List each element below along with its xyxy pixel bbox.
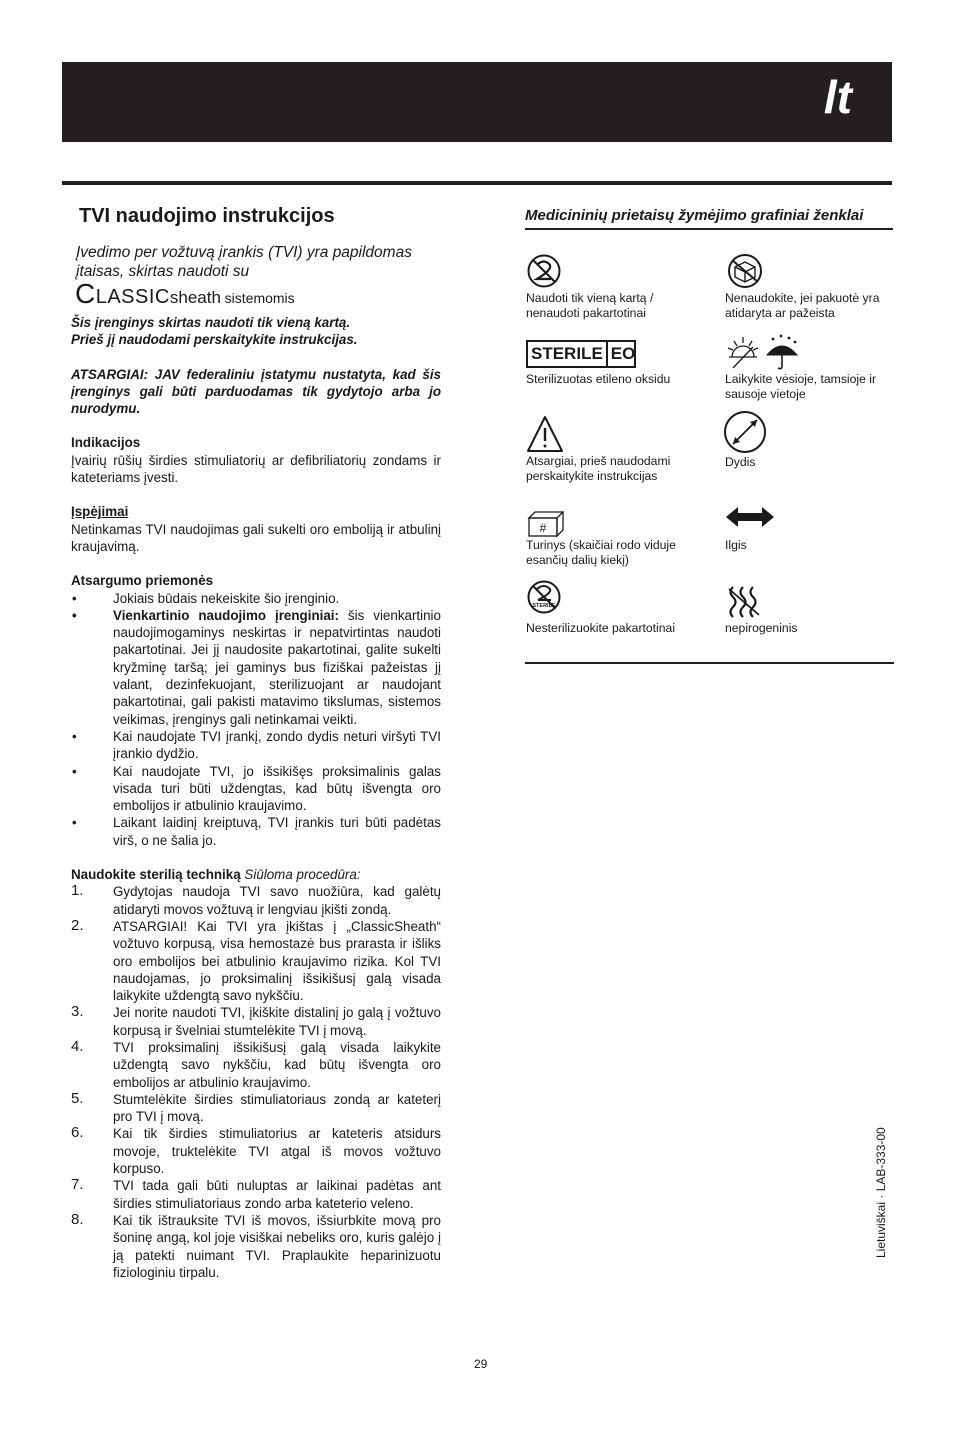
list-item: • Kai naudojate TVI, jo išsikišęs proksimalinis galas visada turi būti uždengtas, kad būtų išvengta oro embolijos ir atbulinio kraujavimo. bbox=[72, 763, 441, 814]
symbol-no-resterilize: STERILE Nesterilizuokite pakartotinai bbox=[526, 580, 706, 636]
header-rule bbox=[62, 181, 892, 185]
symbol-length: Ilgis bbox=[725, 505, 905, 553]
sterile-eo-icon: STERILE EO bbox=[526, 340, 636, 368]
brand-line bbox=[75, 278, 441, 312]
caution-notice: ATSARGIAI: JAV federaliniu įstatymu nustatyta, kad šis įrenginys gali būti parduodamas tik gydytojo arba jo nurodymu. bbox=[71, 366, 441, 417]
brand-suffix: sistemomis bbox=[224, 290, 295, 306]
warnings-text: Netinkamas TVI naudojimas gali sukelti oro emboliją ir atbulinį kraujavimą. bbox=[71, 521, 441, 554]
damaged-package-icon bbox=[725, 253, 765, 289]
single-use-notice: Šis įrenginys skirtas naudoti tik vieną kartą. bbox=[71, 315, 351, 330]
nonpyrogenic-icon bbox=[725, 585, 765, 619]
page-number: 29 bbox=[474, 1357, 488, 1371]
list-item: 5. Stumtelėkite širdies stimuliatoriaus zondą ar kateterį pro TVI į movą. bbox=[71, 1089, 441, 1125]
symbols-column bbox=[525, 207, 893, 230]
list-item: 8. Kai tik ištrauksite TVI iš movos, išsiurbkite movą pro šoninę angą, kol joje visiškai nebeliks oro, kuris galėjo į ją patekti nuimant TVI. Praplaukite heparinizuotu fiziologiniu tirpalu. bbox=[71, 1210, 441, 1280]
intro-text: Įvedimo per vožtuvą įrankis (TVI) yra papildomas įtaisas, skirtas naudoti su bbox=[76, 244, 412, 280]
size-diameter-icon bbox=[722, 410, 768, 454]
list-item: 3. Jei norite naudoti TVI, įkiškite distalinį jo galą į vožtuvo korpusą ir švelniai stumtelėkite TVI į movą. bbox=[71, 1003, 441, 1038]
symbol-contents: # Turinys (skaičiai rodo viduje esančių dalių kiekį) bbox=[526, 508, 706, 567]
header-band bbox=[62, 62, 892, 142]
symbol-single-use: Naudoti tik vieną kartą / nenaudoti pakartotinai bbox=[526, 253, 706, 320]
warnings-heading: Įspėjimai bbox=[71, 504, 129, 520]
list-item: • Laikant laidinį kreiptuvą, TVI įrankis turi būti padėtas virš, o ne šalia jo. bbox=[72, 815, 441, 848]
brand-sheath: sheath bbox=[169, 288, 221, 307]
list-item: • Kai naudojate TVI įrankį, zondo dydis neturi viršyti TVI įrankio dydžio. bbox=[72, 728, 441, 762]
symbol-size: Dydis bbox=[722, 410, 902, 470]
procedure-steps bbox=[71, 883, 441, 1281]
symbol-damaged-package: Nenaudokite, jei pakuotė yra atidaryta ar pažeista bbox=[725, 253, 905, 320]
document-code: Lietuviškai · LAB-333-00 bbox=[874, 1127, 888, 1258]
instructions-column bbox=[71, 203, 441, 1281]
keep-cool-dry-icon bbox=[725, 333, 803, 371]
symbols-title: Medicininių prietaisų žymėjimo grafiniai ženklai bbox=[525, 207, 893, 230]
svg-text:STERILE: STERILE bbox=[532, 603, 556, 609]
length-arrow-icon bbox=[725, 505, 775, 529]
symbol-sterile-eo: STERILE EO Sterilizuotas etileno oksidu bbox=[526, 340, 706, 387]
list-item: 6. Kai tik širdies stimuliatorius ar kateteris atsidurs movoje, truktelėkite TVI atgal iš movos vožtuvo korpuso. bbox=[71, 1124, 441, 1177]
read-instructions-notice: Prieš jį naudodami perskaitykite instrukcijas. bbox=[71, 332, 358, 348]
precautions-heading: Atsargumo priemonės bbox=[71, 573, 214, 589]
list-item: 1. Gydytojas naudoja TVI savo nuožiūra, kad galėtų atidaryti movos vožtuvą ir lengviau įkišti zondą. bbox=[71, 882, 441, 917]
list-item: 7. TVI tada gali būti nuluptas ar laikinai padėtas ant širdies stimuliatoriaus zondo arba kateterio veleno. bbox=[71, 1176, 441, 1211]
procedure-heading: Naudokite sterilią techniką Siūloma procedūra: bbox=[71, 867, 361, 883]
contents-box-icon bbox=[526, 508, 566, 538]
svg-text:#: # bbox=[539, 521, 547, 535]
warning-triangle-icon bbox=[526, 414, 564, 454]
brand-name: Classic bbox=[75, 278, 170, 309]
symbol-keep-dry: Laikykite vėsioje, tamsioje ir sausoje vietoje bbox=[725, 333, 905, 401]
list-item: • Jokiais būdais nekeiskite šio įrenginio. bbox=[72, 590, 340, 606]
indications-text: Įvairių rūšių širdies stimuliatorių ar defibriliatorių zondams ir kateteriams įvesti. bbox=[71, 452, 441, 486]
precautions-list bbox=[71, 590, 441, 849]
language-code: lt bbox=[823, 71, 852, 123]
symbol-caution: Atsargiai, prieš naudodami perskaitykite instrukcijas bbox=[526, 414, 706, 483]
list-item: 2. ATSARGIAI! Kai TVI yra įkištas į „ClassicSheath“ vožtuvo korpusą, visa hemostazė bus prarasta ir išliks oro embolijos bei atbulinio kraujavimo rizika. Kol TVI naudojamas, jo proksimalinį išsikišusį galą visada laikykite uždengtą savo nykščiu. bbox=[71, 916, 441, 1004]
document-title: TVI naudojimo instrukcijos bbox=[79, 205, 335, 227]
do-not-resterilize-icon bbox=[526, 580, 564, 616]
indications-heading: Indikacijos bbox=[71, 435, 141, 451]
list-item: • Vienkartinio naudojimo įrenginiai: šis vienkartinio naudojimogaminys neskirtas ir nepatvirtintas naudoti pakartotinai. Jei jį naudosite pakartotinai, galite sukelti kryžminę taršą; jei gaminys bus fiziškai pažeistas jį valant, dezinfekuojant, sterilizuojant ar naudojant pakartotinai, gali pakisti matavimo tikslumas, sistemos veikimas, įrenginys gali netinkamai veikti. bbox=[72, 607, 441, 727]
do-not-reuse-icon bbox=[526, 253, 562, 289]
symbols-bottom-rule bbox=[525, 662, 894, 664]
symbol-nonpyrogenic: nepirogeninis bbox=[725, 585, 905, 636]
list-item: 4. TVI proksimalinį išsikišusį galą visada laikykite uždengtą savo nykščiu, kad būtų išvengta oro embolijos ar atbulinio kraujavimo. bbox=[71, 1037, 441, 1090]
